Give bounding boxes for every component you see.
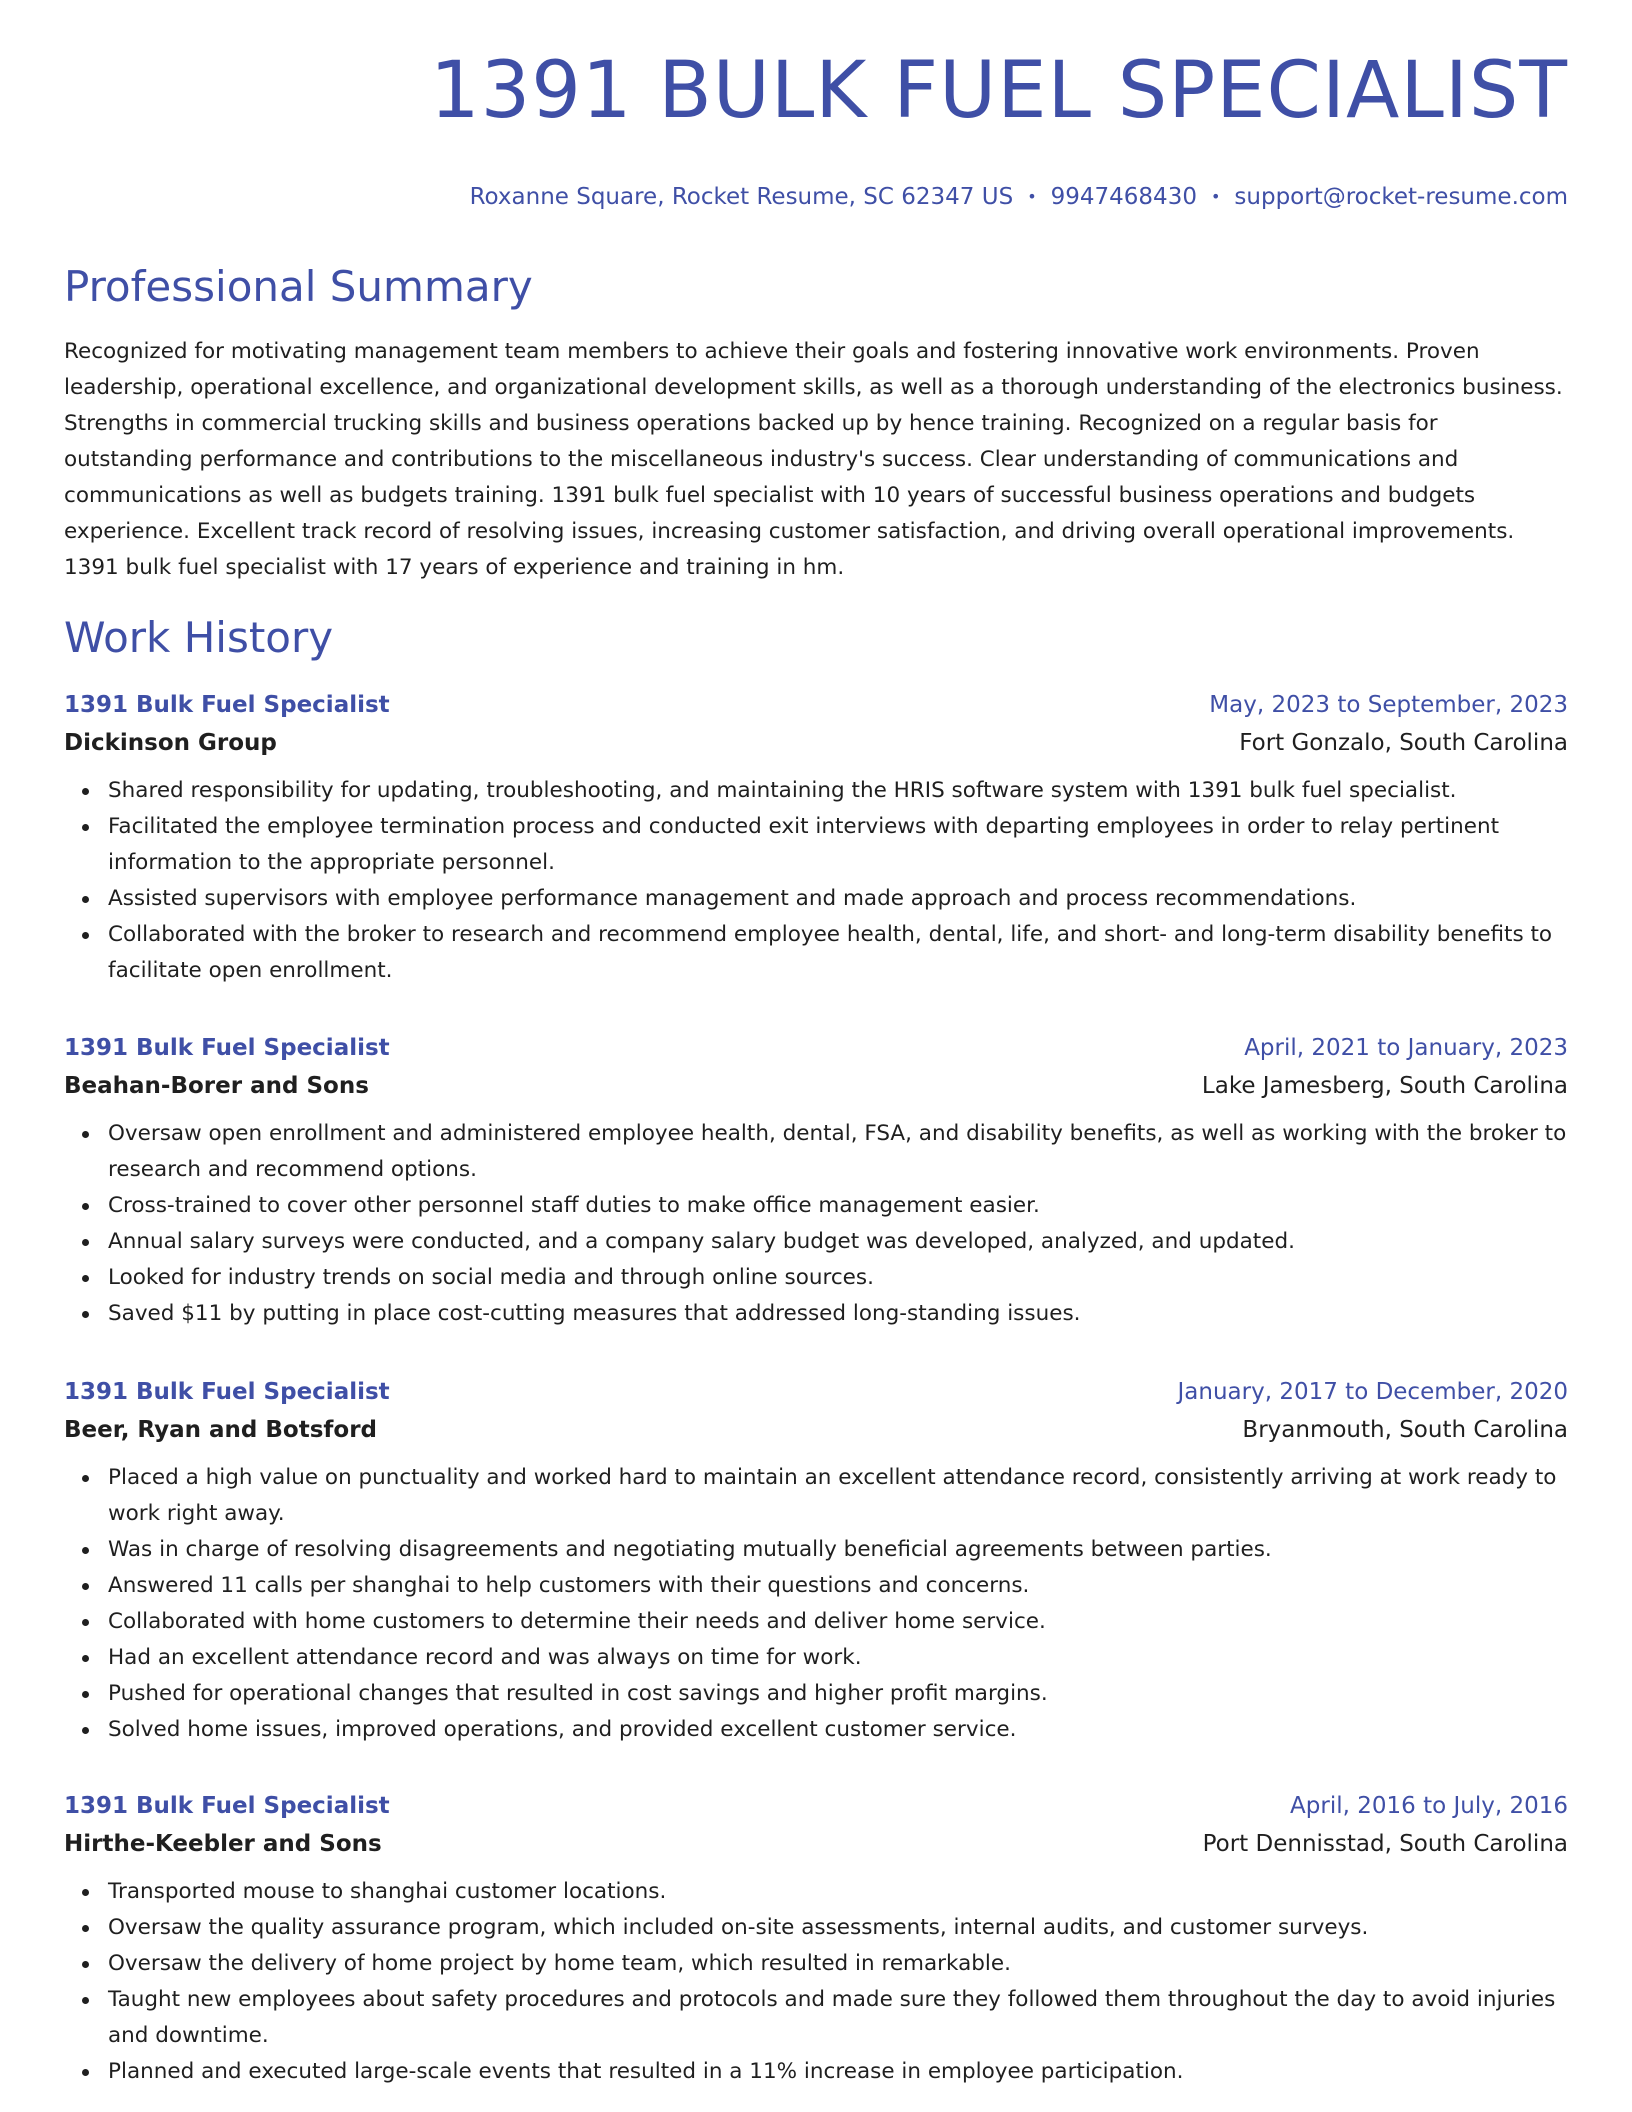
job-title: 1391 Bulk Fuel Specialist	[64, 1035, 390, 1061]
job-location: Port Dennisstad, South Carolina	[1202, 1831, 1568, 1857]
job-title: 1391 Bulk Fuel Specialist	[64, 1793, 390, 1819]
job-entry	[64, 1374, 1568, 1748]
contact-phone: 9947468430	[1050, 184, 1197, 210]
contact-separator: •	[1027, 187, 1037, 206]
job-bullet: Pushed for operational changes that resulted in cost savings and higher profit margins.	[108, 1676, 1568, 1712]
job-entry	[64, 687, 1568, 989]
job-title: 1391 Bulk Fuel Specialist	[64, 1379, 390, 1405]
job-dates: January, 2017 to December, 2020	[1177, 1379, 1568, 1405]
job-bullet: Looked for industry trends on social media and through online sources.	[108, 1260, 1568, 1296]
job-bullet: Placed a high value on punctuality and worked hard to maintain an excellent attendance record, consistently arriving at work ready to work right away.	[108, 1460, 1568, 1532]
job-dates: May, 2023 to September, 2023	[1209, 692, 1568, 718]
job-bullet: Cross-trained to cover other personnel staff duties to make office management easier.	[108, 1188, 1568, 1224]
job-company: Beahan-Borer and Sons	[64, 1073, 369, 1099]
contact-address: Roxanne Square, Rocket Resume, SC 62347 US	[469, 184, 1014, 210]
job-bullet: Assisted supervisors with employee performance management and made approach and process recommendations.	[108, 881, 1568, 917]
job-company-row	[64, 723, 1568, 763]
job-bullet: Collaborated with home customers to determine their needs and deliver home service.	[108, 1604, 1568, 1640]
job-bullet: Saved $11 by putting in place cost-cutting measures that addressed long-standing issues.	[108, 1296, 1568, 1332]
job-bullet-list	[64, 1460, 1568, 1748]
job-bullet: Oversaw the quality assurance program, which included on-site assessments, internal audits, and customer surveys.	[108, 1910, 1568, 1946]
job-header-row	[64, 1788, 1568, 1824]
summary-section-title: Professional Summary	[64, 262, 533, 311]
job-header-row	[64, 687, 1568, 723]
job-bullet-list	[64, 1116, 1568, 1332]
work-history-section-title: Work History	[64, 613, 334, 662]
job-bullet: Answered 11 calls per shanghai to help customers with their questions and concerns.	[108, 1568, 1568, 1604]
job-company-row	[64, 1410, 1568, 1450]
job-dates: April, 2021 to January, 2023	[1244, 1035, 1568, 1061]
contact-line	[470, 182, 1568, 212]
job-bullet: Oversaw open enrollment and administered employee health, dental, FSA, and disability benefits, as well as working with the broker to research and recommend options.	[108, 1116, 1568, 1188]
job-location: Bryanmouth, South Carolina	[1242, 1417, 1568, 1443]
job-bullet-list	[64, 1874, 1568, 2090]
contact-email: support@rocket-resume.com	[1234, 184, 1568, 210]
job-bullet: Taught new employees about safety procedures and protocols and made sure they followed them throughout the day to avoid injuries and downtime.	[108, 1982, 1568, 2054]
job-bullet: Was in charge of resolving disagreements and negotiating mutually beneficial agreements between parties.	[108, 1532, 1568, 1568]
job-location: Lake Jamesberg, South Carolina	[1201, 1073, 1568, 1099]
job-dates: April, 2016 to July, 2016	[1290, 1793, 1568, 1819]
job-bullet: Facilitated the employee termination process and conducted exit interviews with departing employees in order to relay pertinent information to the appropriate personnel.	[108, 809, 1568, 881]
job-header-row	[64, 1374, 1568, 1410]
job-header-row	[64, 1030, 1568, 1066]
resume-name-heading: 1391 BULK FUEL SPECIALIST	[429, 46, 1568, 136]
job-bullet: Collaborated with the broker to research and recommend employee health, dental, life, and short- and long-term disability benefits to facilitate open enrollment.	[108, 917, 1568, 989]
contact-separator: •	[1210, 187, 1221, 206]
job-company-row	[64, 1824, 1568, 1864]
job-bullet: Planned and executed large-scale events that resulted in a 11% increase in employee participation.	[108, 2054, 1568, 2090]
summary-text: Recognized for motivating management team members to achieve their goals and fostering innovative work environments. Proven leadership, operational excellence, and organizational development skills, as well as a thorough understanding of the electronics business. Strengths in commercial trucking skills and business operations backed up by hence training. Recognized on a regular basis for outstanding performance and contributions to the miscellaneous industry's success. Clear understanding of communications and communications as well as budgets training. 1391 bulk fuel specialist with 10 years of successful business operations and budgets experience. Excellent track record of resolving issues, increasing customer satisfaction, and driving overall operational improvements. 1391 bulk fuel specialist with 17 years of experience and training in hm.	[64, 339, 1563, 580]
job-bullet: Transported mouse to shanghai customer locations.	[108, 1874, 1568, 1910]
job-title: 1391 Bulk Fuel Specialist	[64, 692, 390, 718]
job-company: Beer, Ryan and Botsford	[64, 1417, 378, 1443]
job-company: Dickinson Group	[64, 730, 277, 756]
job-bullet: Solved home issues, improved operations, and provided excellent customer service.	[108, 1712, 1568, 1748]
job-entry	[64, 1030, 1568, 1332]
job-bullet: Annual salary surveys were conducted, and a company salary budget was developed, analyzed, and updated.	[108, 1224, 1568, 1260]
job-location: Fort Gonzalo, South Carolina	[1239, 730, 1568, 756]
job-company-row	[64, 1066, 1568, 1106]
job-bullet: Had an excellent attendance record and was always on time for work.	[108, 1640, 1568, 1676]
job-entry	[64, 1788, 1568, 2090]
job-company: Hirthe-Keebler and Sons	[64, 1831, 382, 1857]
job-bullet: Oversaw the delivery of home project by home team, which resulted in remarkable.	[108, 1946, 1568, 1982]
job-bullet-list	[64, 773, 1568, 989]
job-bullet: Shared responsibility for updating, troubleshooting, and maintaining the HRIS software system with 1391 bulk fuel specialist.	[108, 773, 1568, 809]
